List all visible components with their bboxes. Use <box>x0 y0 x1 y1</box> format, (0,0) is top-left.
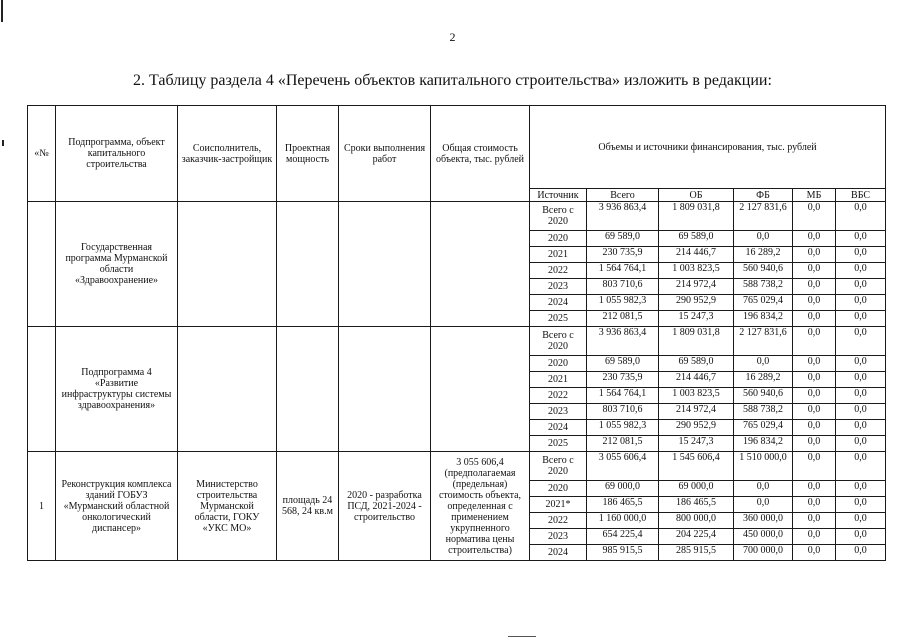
ob-cell: 69 589,0 <box>659 231 734 247</box>
col-header-num: «№ <box>28 106 56 202</box>
mb-cell: 0,0 <box>793 513 836 529</box>
fb-cell: 560 940,6 <box>734 263 793 279</box>
mb-cell: 0,0 <box>793 481 836 497</box>
capacity-cell: площадь 24 568, 24 кв.м <box>277 452 339 561</box>
vbs-cell: 0,0 <box>836 481 886 497</box>
total-cell: 212 081,5 <box>587 311 659 327</box>
terms-cell <box>339 202 431 327</box>
page-number: 2 <box>449 30 456 44</box>
ob-cell: 1 809 031,8 <box>659 202 734 231</box>
vbs-cell: 0,0 <box>836 388 886 404</box>
terms-cell <box>339 327 431 452</box>
total-cell: 3 055 606,4 <box>587 452 659 481</box>
subheader-total: Всего <box>587 189 659 202</box>
ob-cell: 1 003 823,5 <box>659 388 734 404</box>
source-cell: Всего с 2020 <box>530 202 587 231</box>
source-cell: 2021* <box>530 497 587 513</box>
mb-cell: 0,0 <box>793 279 836 295</box>
total-cell: 69 000,0 <box>587 481 659 497</box>
mb-cell: 0,0 <box>793 263 836 279</box>
fb-cell: 196 834,2 <box>734 436 793 452</box>
source-cell: 2022 <box>530 388 587 404</box>
fb-cell: 360 000,0 <box>734 513 793 529</box>
total-cell: 69 589,0 <box>587 231 659 247</box>
vbs-cell: 0,0 <box>836 356 886 372</box>
mb-cell: 0,0 <box>793 529 836 545</box>
total-cell: 3 936 863,4 <box>587 327 659 356</box>
fb-cell: 2 127 831,6 <box>734 202 793 231</box>
ob-cell: 214 446,7 <box>659 247 734 263</box>
fb-cell: 2 127 831,6 <box>734 327 793 356</box>
ob-cell: 204 225,4 <box>659 529 734 545</box>
fb-cell: 0,0 <box>734 481 793 497</box>
subheader-source: Источник <box>530 189 587 202</box>
total-cell: 1 160 000,0 <box>587 513 659 529</box>
source-cell: 2020 <box>530 356 587 372</box>
mb-cell: 0,0 <box>793 497 836 513</box>
fb-cell: 196 834,2 <box>734 311 793 327</box>
fb-cell: 0,0 <box>734 356 793 372</box>
subheader-vbs: ВБС <box>836 189 886 202</box>
ob-cell: 290 952,9 <box>659 295 734 311</box>
source-cell: 2024 <box>530 545 587 561</box>
total-cell: 803 710,6 <box>587 279 659 295</box>
mb-cell: 0,0 <box>793 311 836 327</box>
source-cell: 2024 <box>530 295 587 311</box>
mb-cell: 0,0 <box>793 356 836 372</box>
coexecutor-cell: Министерство строительства Мурманской области, ГОКУ «УКС МО» <box>178 452 277 561</box>
row-number-cell: 1 <box>28 452 56 561</box>
fb-cell: 1 510 000,0 <box>734 452 793 481</box>
mb-cell: 0,0 <box>793 372 836 388</box>
scan-edge-mark <box>1 0 3 22</box>
total-cell: 230 735,9 <box>587 247 659 263</box>
vbs-cell: 0,0 <box>836 247 886 263</box>
vbs-cell: 0,0 <box>836 372 886 388</box>
total-cell: 186 465,5 <box>587 497 659 513</box>
table-row <box>28 202 886 231</box>
total-cost-cell <box>431 202 530 327</box>
col-header-capacity: Проектная мощность <box>277 106 339 202</box>
col-header-subprogram: Подпрограмма, объект капитального строительства <box>56 106 178 202</box>
fb-cell: 560 940,6 <box>734 388 793 404</box>
vbs-cell: 0,0 <box>836 231 886 247</box>
total-cell: 1 564 764,1 <box>587 388 659 404</box>
mb-cell: 0,0 <box>793 388 836 404</box>
mb-cell: 0,0 <box>793 295 836 311</box>
terms-cell: 2020 - разработка ПСД, 2021-2024 - строительство <box>339 452 431 561</box>
col-header-volumes: Объемы и источники финансирования, тыс. рублей <box>530 106 886 189</box>
total-cell: 69 589,0 <box>587 356 659 372</box>
table-row <box>28 452 886 481</box>
row-number-cell <box>28 202 56 327</box>
ob-cell: 69 589,0 <box>659 356 734 372</box>
fb-cell: 0,0 <box>734 497 793 513</box>
fb-cell: 16 289,2 <box>734 372 793 388</box>
mb-cell: 0,0 <box>793 247 836 263</box>
object-name-cell: Государственная программа Мурманской области «Здравоохранение» <box>56 202 178 327</box>
vbs-cell: 0,0 <box>836 263 886 279</box>
mb-cell: 0,0 <box>793 420 836 436</box>
source-cell: 2023 <box>530 279 587 295</box>
source-cell: 2022 <box>530 513 587 529</box>
source-cell: Всего с 2020 <box>530 452 587 481</box>
vbs-cell: 0,0 <box>836 327 886 356</box>
ob-cell: 69 000,0 <box>659 481 734 497</box>
total-cell: 230 735,9 <box>587 372 659 388</box>
col-header-cost: Общая стоимость объекта, тыс. рублей <box>431 106 530 202</box>
vbs-cell: 0,0 <box>836 295 886 311</box>
vbs-cell: 0,0 <box>836 513 886 529</box>
row-number-cell <box>28 327 56 452</box>
ob-cell: 1 003 823,5 <box>659 263 734 279</box>
source-cell: 2023 <box>530 529 587 545</box>
source-cell: 2020 <box>530 231 587 247</box>
vbs-cell: 0,0 <box>836 436 886 452</box>
total-cell: 803 710,6 <box>587 404 659 420</box>
source-cell: 2020 <box>530 481 587 497</box>
page-footer-mark <box>508 636 536 637</box>
subheader-fb: ФБ <box>734 189 793 202</box>
table-row <box>28 327 886 356</box>
source-cell: 2022 <box>530 263 587 279</box>
ob-cell: 15 247,3 <box>659 436 734 452</box>
mb-cell: 0,0 <box>793 404 836 420</box>
total-cell: 212 081,5 <box>587 436 659 452</box>
total-cell: 1 055 982,3 <box>587 420 659 436</box>
mb-cell: 0,0 <box>793 202 836 231</box>
subheader-mb: МБ <box>793 189 836 202</box>
mb-cell: 0,0 <box>793 231 836 247</box>
subheader-ob: ОБ <box>659 189 734 202</box>
fb-cell: 700 000,0 <box>734 545 793 561</box>
vbs-cell: 0,0 <box>836 529 886 545</box>
coexecutor-cell <box>178 202 277 327</box>
source-cell: 2023 <box>530 404 587 420</box>
ob-cell: 800 000,0 <box>659 513 734 529</box>
fb-cell: 588 738,2 <box>734 404 793 420</box>
fb-cell: 450 000,0 <box>734 529 793 545</box>
vbs-cell: 0,0 <box>836 404 886 420</box>
source-cell: 2021 <box>530 247 587 263</box>
total-cost-cell <box>431 327 530 452</box>
total-cell: 3 936 863,4 <box>587 202 659 231</box>
fb-cell: 765 029,4 <box>734 420 793 436</box>
fb-cell: 765 029,4 <box>734 295 793 311</box>
fb-cell: 0,0 <box>734 231 793 247</box>
capital-construction-table <box>27 105 886 561</box>
total-cell: 1 564 764,1 <box>587 263 659 279</box>
ob-cell: 290 952,9 <box>659 420 734 436</box>
vbs-cell: 0,0 <box>836 497 886 513</box>
mb-cell: 0,0 <box>793 327 836 356</box>
capacity-cell <box>277 202 339 327</box>
source-cell: Всего с 2020 <box>530 327 587 356</box>
vbs-cell: 0,0 <box>836 279 886 295</box>
vbs-cell: 0,0 <box>836 545 886 561</box>
object-name-cell: Подпрограмма 4 «Развитие инфраструктуры системы здравоохранения» <box>56 327 178 452</box>
mb-cell: 0,0 <box>793 452 836 481</box>
total-cell: 985 915,5 <box>587 545 659 561</box>
section-heading: 2. Таблицу раздела 4 «Перечень объектов капитального строительства» изложить в редакции: <box>133 72 772 89</box>
total-cost-cell: 3 055 606,4 (предполагаемая (предельная) стоимость объекта, определенная с применением укрупненного норматива цены строительства) <box>431 452 530 561</box>
vbs-cell: 0,0 <box>836 311 886 327</box>
source-cell: 2021 <box>530 372 587 388</box>
ob-cell: 214 972,4 <box>659 404 734 420</box>
ob-cell: 285 915,5 <box>659 545 734 561</box>
scan-edge-mark <box>2 140 4 146</box>
ob-cell: 1 809 031,8 <box>659 327 734 356</box>
source-cell: 2025 <box>530 436 587 452</box>
vbs-cell: 0,0 <box>836 202 886 231</box>
ob-cell: 214 446,7 <box>659 372 734 388</box>
ob-cell: 186 465,5 <box>659 497 734 513</box>
col-header-terms: Сроки выполнения работ <box>339 106 431 202</box>
source-cell: 2025 <box>530 311 587 327</box>
fb-cell: 16 289,2 <box>734 247 793 263</box>
source-cell: 2024 <box>530 420 587 436</box>
object-name-cell: Реконструкция комплекса зданий ГОБУЗ «Мурманский областной онкологический диспансер» <box>56 452 178 561</box>
fb-cell: 588 738,2 <box>734 279 793 295</box>
col-header-coexecutor: Соисполнитель, заказчик-застройщик <box>178 106 277 202</box>
coexecutor-cell <box>178 327 277 452</box>
ob-cell: 214 972,4 <box>659 279 734 295</box>
mb-cell: 0,0 <box>793 545 836 561</box>
vbs-cell: 0,0 <box>836 452 886 481</box>
mb-cell: 0,0 <box>793 436 836 452</box>
ob-cell: 1 545 606,4 <box>659 452 734 481</box>
ob-cell: 15 247,3 <box>659 311 734 327</box>
total-cell: 1 055 982,3 <box>587 295 659 311</box>
capacity-cell <box>277 327 339 452</box>
total-cell: 654 225,4 <box>587 529 659 545</box>
vbs-cell: 0,0 <box>836 420 886 436</box>
